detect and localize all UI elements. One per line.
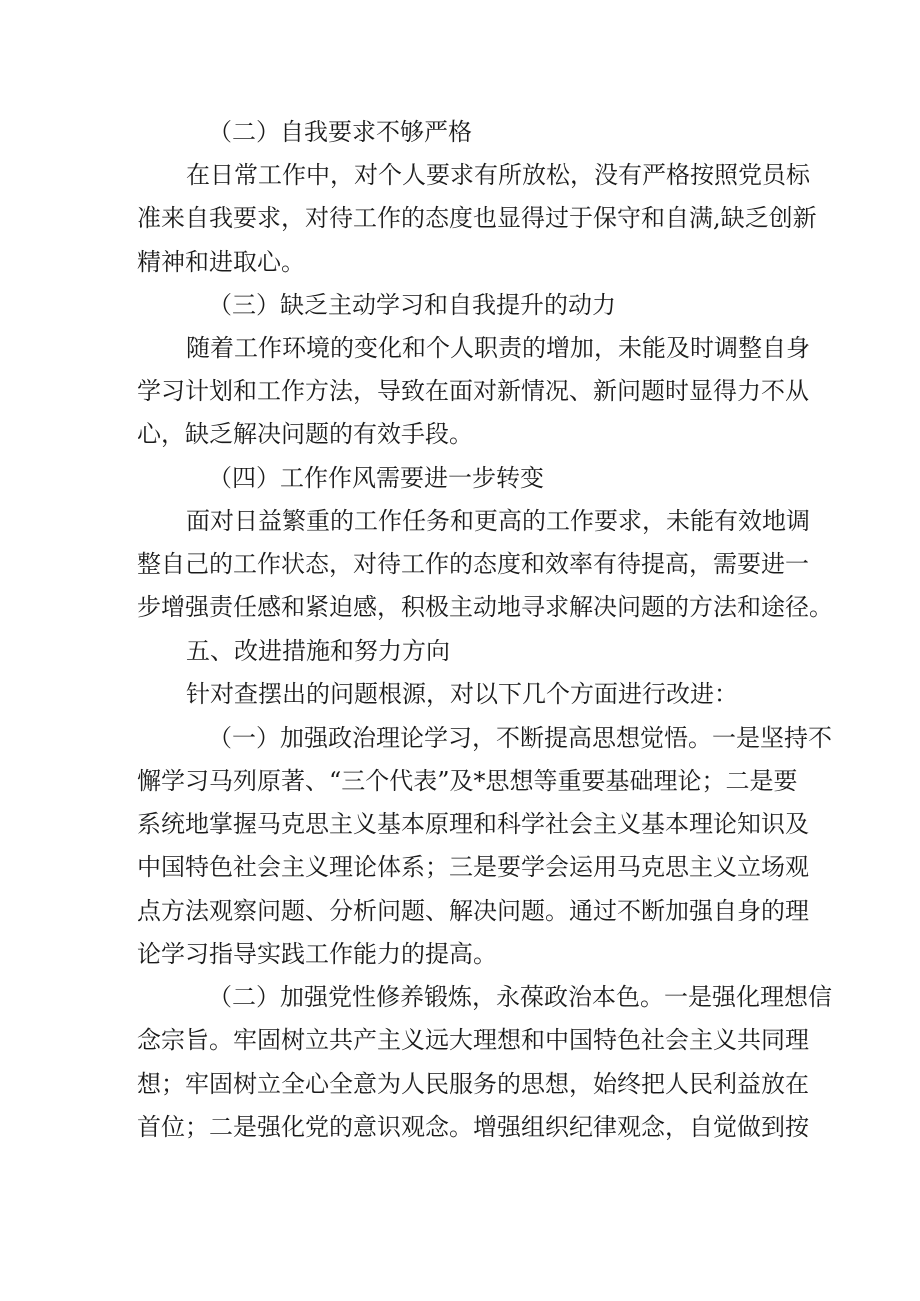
paragraph-line: 论学习指导实践工作能力的提高。 (137, 940, 497, 968)
paragraph-line: （一）加强政治理论学习，不断提高思想觉悟。一是坚持不 (208, 724, 832, 752)
paragraph-line: 在日常工作中，对个人要求有所放松，没有严格按照党员标 (186, 161, 810, 189)
paragraph-line: 首位；二是强化党的意识观念。增强组织纪律观念，自觉做到按 (137, 1113, 809, 1141)
paragraph-line: 想；牢固树立全心全意为人民服务的思想，始终把人民利益放在 (137, 1070, 809, 1098)
paragraph-line: 随着工作环境的变化和个人职责的增加，未能及时调整自身 (186, 334, 810, 362)
paragraph-line: 懈学习马列原著、“三个代表”及*思想等重要基础理论；二是要 (137, 767, 798, 795)
paragraph-line: （二）加强党性修养锻炼，永葆政治本色。一是强化理想信 (208, 983, 832, 1011)
paragraph-line: 整自己的工作状态，对待工作的态度和效率有待提高，需要进一 (137, 550, 809, 578)
section-heading-4: （四）工作作风需要进一步转变 (208, 464, 544, 492)
paragraph-line: 点方法观察问题、分析问题、解决问题。通过不断加强自身的理 (137, 897, 809, 925)
paragraph-line: 精神和进取心。 (137, 248, 305, 276)
paragraph-line: 学习计划和工作方法，导致在面对新情况、新问题时显得力不从 (137, 377, 809, 405)
paragraph-line: 心，缺乏解决问题的有效手段。 (137, 420, 473, 448)
section-heading-2: （二）自我要求不够严格 (208, 118, 472, 146)
paragraph-line: 系统地掌握马克思主义基本原理和科学社会主义基本理论知识及 (137, 810, 809, 838)
section-heading-3: （三）缺乏主动学习和自我提升的动力 (208, 291, 616, 319)
paragraph-line: 步增强责任感和紧迫感，积极主动地寻求解决问题的方法和途径。 (137, 593, 833, 621)
paragraph-line: 面对日益繁重的工作任务和更高的工作要求，未能有效地调 (186, 507, 810, 535)
paragraph-line: 准来自我要求，对待工作的态度也显得过于保守和自满,缺乏创新 (137, 204, 817, 232)
paragraph-line: 中国特色社会主义理论体系；三是要学会运用马克思主义立场观 (137, 853, 809, 881)
chapter-heading-5: 五、改进措施和努力方向 (186, 637, 450, 665)
paragraph-line: 针对查摆出的问题根源，对以下几个方面进行改进： (186, 680, 738, 708)
paragraph-line: 念宗旨。牢固树立共产主义远大理想和中国特色社会主义共同理 (137, 1026, 809, 1054)
